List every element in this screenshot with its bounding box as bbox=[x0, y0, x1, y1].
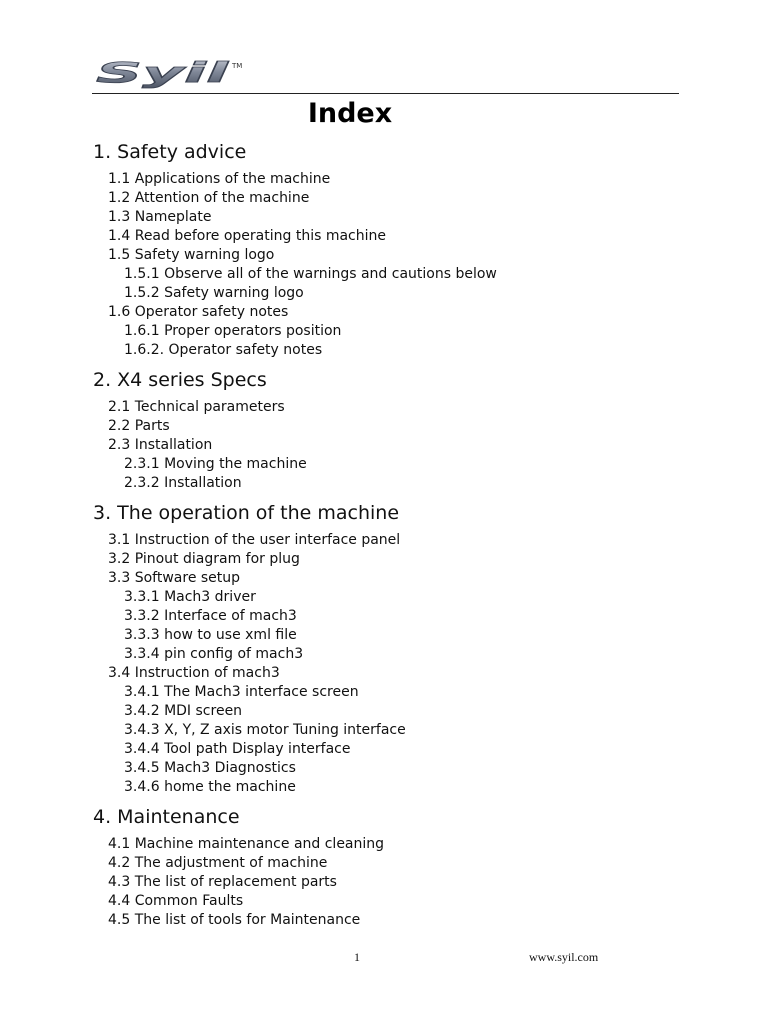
toc-subentry: 4.4 Common Faults bbox=[108, 893, 244, 909]
toc-subentry: 1.2 Attention of the machine bbox=[108, 190, 310, 206]
toc-subsubentry: 2.3.2 Installation bbox=[124, 475, 242, 491]
toc-subsubentry: 3.4.4 Tool path Display interface bbox=[124, 741, 351, 757]
toc-subsubentry: 1.5.2 Safety warning logo bbox=[124, 285, 304, 301]
toc-subsubentry: 3.4.3 X, Y, Z axis motor Tuning interface bbox=[124, 722, 406, 738]
toc-subentry: 4.2 The adjustment of machine bbox=[108, 855, 328, 871]
toc-subentry: 2.2 Parts bbox=[108, 418, 170, 434]
section-heading: 3. The operation of the machine bbox=[93, 502, 400, 524]
page-number: 1 bbox=[354, 950, 360, 964]
toc-subentry: 2.3 Installation bbox=[108, 437, 213, 453]
toc-subentry: 4.1 Machine maintenance and cleaning bbox=[108, 836, 385, 852]
logo-trademark: TM bbox=[232, 62, 243, 70]
website-url: www.syil.com bbox=[529, 950, 599, 964]
logo-wordmark: Syil bbox=[96, 56, 229, 89]
toc-subsubentry: 3.3.1 Mach3 driver bbox=[124, 589, 256, 605]
toc-subentry: 3.1 Instruction of the user interface panel bbox=[108, 532, 401, 548]
toc-subsubentry: 2.3.1 Moving the machine bbox=[124, 456, 307, 472]
toc-subsubentry: 3.3.2 Interface of mach3 bbox=[124, 608, 297, 624]
toc-subsubentry: 3.4.2 MDI screen bbox=[124, 703, 243, 719]
page-title: Index bbox=[307, 98, 393, 129]
toc-subentry: 3.2 Pinout diagram for plug bbox=[108, 551, 300, 567]
toc-subsubentry: 1.5.1 Observe all of the warnings and cautions below bbox=[124, 266, 497, 282]
toc-subsubentry: 3.4.1 The Mach3 interface screen bbox=[124, 684, 359, 700]
toc-subsubentry: 1.6.1 Proper operators position bbox=[124, 323, 342, 339]
toc-subentry: 1.4 Read before operating this machine bbox=[108, 228, 386, 244]
toc-subentry: 1.1 Applications of the machine bbox=[108, 171, 331, 187]
toc-subentry: 1.5 Safety warning logo bbox=[108, 247, 275, 263]
toc-subsubentry: 1.6.2. Operator safety notes bbox=[124, 342, 323, 358]
toc-subsubentry: 3.4.6 home the machine bbox=[124, 779, 296, 795]
toc-subentry: 4.5 The list of tools for Maintenance bbox=[108, 912, 361, 928]
toc-subentry: 3.4 Instruction of mach3 bbox=[108, 665, 280, 681]
toc-subsubentry: 3.4.5 Mach3 Diagnostics bbox=[124, 760, 296, 776]
section-heading: 4. Maintenance bbox=[93, 806, 240, 828]
toc-subsubentry: 3.3.3 how to use xml file bbox=[124, 627, 297, 643]
header-rule bbox=[92, 93, 679, 94]
syil-logo bbox=[96, 56, 256, 90]
section-heading: 1. Safety advice bbox=[93, 141, 247, 163]
toc-subentry: 1.6 Operator safety notes bbox=[108, 304, 289, 320]
toc-subentry: 2.1 Technical parameters bbox=[108, 399, 285, 415]
section-heading: 2. X4 series Specs bbox=[93, 369, 267, 391]
toc-subentry: 3.3 Software setup bbox=[108, 570, 241, 586]
toc-subentry: 4.3 The list of replacement parts bbox=[108, 874, 337, 890]
toc-subsubentry: 3.3.4 pin config of mach3 bbox=[124, 646, 304, 662]
toc-subentry: 1.3 Nameplate bbox=[108, 209, 212, 225]
